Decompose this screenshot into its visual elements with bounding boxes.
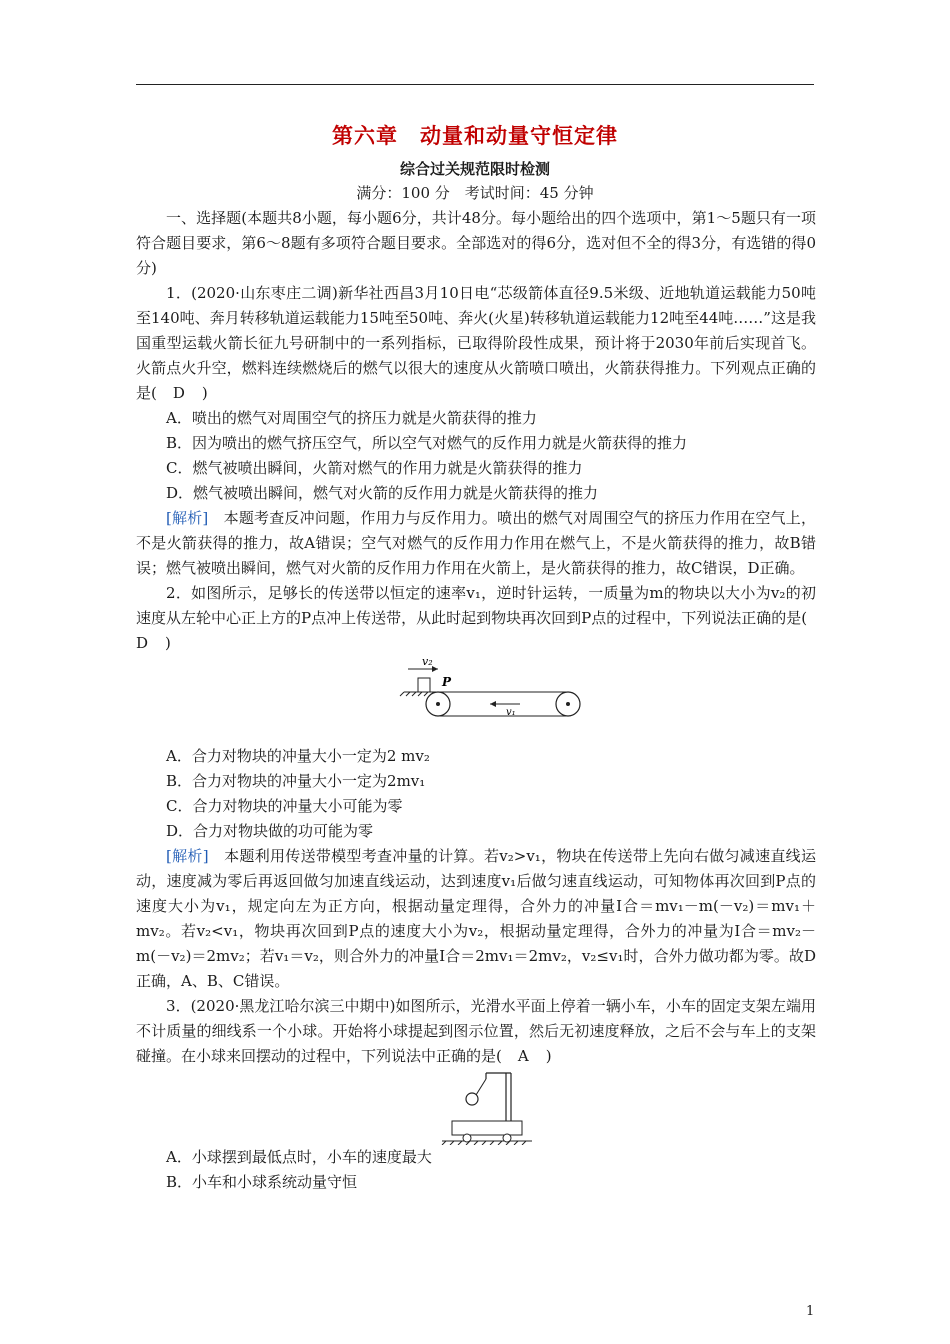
question-2-analysis: [解析] 本题利用传送带模型考查冲量的计算。若v₂>v₁，物块在传送带上先向右做匀减速直线运动，速度减为零后再返回做匀加速直线运动，达到速度v₁后做匀速直线运动，可知物体再次回到P点的速度大小为v₁，规定向左为正方向，根据动量定理得，合外力的冲量I合＝mv₁－m(－v₂)＝mv₁＋mv₂。若v₂<v₁，物块再次回到P点的速度大小为v₂，根据动量定理得，合外力的冲量为I合＝mv₂－m(－v₂)＝2mv₂；若v₁＝v₂，则合外力的冲量I合＝2mv₁＝2mv₂，v₂≤v₁时，合外力做功都为零。故D正确，A、B、C错误。 bbox=[136, 847, 816, 990]
analysis-tag: [解析] bbox=[166, 509, 209, 527]
q2-option-a: A．合力对物块的冲量大小一定为2 mv₂ bbox=[166, 747, 430, 765]
q1-option-d: D．燃气被喷出瞬间，燃气对火箭的反作用力就是火箭获得的推力 bbox=[166, 484, 599, 502]
q2-option-c: C．合力对物块的冲量大小可能为零 bbox=[166, 797, 403, 815]
v1-label: v₁ bbox=[506, 707, 516, 718]
cart-body bbox=[452, 1121, 522, 1135]
conveyor-belt-figure bbox=[136, 656, 816, 744]
q1-option-b: B．因为喷出的燃气挤压空气，所以空气对燃气的反作用力就是火箭获得的推力 bbox=[166, 434, 688, 452]
question-3-stem: 3．(2020·黑龙江哈尔滨三中期中)如图所示，光滑水平面上停着一辆小车，小车的固定支架左端用不计质量的细线系一个小球。开始将小球提起到图示位置，然后无初速度释放，之后不会与车上的支架碰撞。在小球来回摆动的过程中，下列说法中正确的是( A ) bbox=[136, 997, 816, 1065]
question-1-stem: 1．(2020·山东枣庄二调)新华社西昌3月10日电“芯级箭体直径9.5米级、近地轨道运载能力50吨至140吨、奔月转移轨道运载能力15吨至50吨、奔火(火星)转移轨道运载能力12吨至44吨……”这是我国重型运载火箭长征九号研制中的一系列指标，已取得阶段性成果，预计将于2030年前后实现首飞。火箭点火升空，燃料连续燃烧后的燃气以很大的速度从火箭喷口喷出，火箭获得推力。下列观点正确的是( D ) bbox=[136, 284, 816, 402]
question-2-answer: D bbox=[136, 609, 824, 652]
q1-option-c: C．燃气被喷出瞬间，火箭对燃气的作用力就是火箭获得的推力 bbox=[166, 459, 583, 477]
header-rule bbox=[136, 84, 814, 85]
q3-option-a: A．小球摆到最低点时，小车的速度最大 bbox=[166, 1148, 432, 1166]
page-number: 1 bbox=[806, 1304, 815, 1319]
point-p-label: P bbox=[442, 675, 452, 689]
cart-wheel bbox=[463, 1134, 471, 1142]
chapter-title: 第六章 动量和动量守恒定律 bbox=[332, 124, 618, 148]
q2-option-d: D．合力对物块做的功可能为零 bbox=[166, 822, 374, 840]
cart-pendulum-figure bbox=[136, 1069, 816, 1145]
document-body bbox=[136, 206, 824, 1195]
question-3-answer: A bbox=[501, 1047, 546, 1065]
exam-meta: 满分：100 分 考试时间：45 分钟 bbox=[356, 184, 594, 202]
analysis-tag: [解析] bbox=[166, 847, 209, 865]
cart-wheel bbox=[503, 1134, 511, 1142]
subtitle: 综合过关规范限时检测 bbox=[399, 160, 550, 178]
q2-option-b: B．合力对物块的冲量大小一定为2mv₁ bbox=[166, 772, 426, 790]
question-1-answer: D bbox=[156, 384, 202, 402]
q1-option-a: A．喷出的燃气对周围空气的挤压力就是火箭获得的推力 bbox=[166, 409, 537, 427]
question-1-analysis: [解析] 本题考查反冲问题，作用力与反作用力。喷出的燃气对周围空气的挤压力作用在空气上，不是火箭获得的推力，故A错误；空气对燃气的反作用力作用在燃气上，不是火箭获得的推力，故B错误；燃气被喷出瞬间，燃气对火箭的反作用力作用在火箭上，是火箭获得的推力，故C错误，D正确。 bbox=[136, 509, 816, 577]
v2-label: v₂ bbox=[422, 656, 433, 668]
section-intro: 一、选择题(本题共8小题，每小题6分，共计48分。每小题给出的四个选项中，第1～5题只有一项符合题目要求，第6～8题有多项符合题目要求。全部选对的得6分，选对但不全的得3分，有选错的得0分) bbox=[136, 209, 816, 277]
pendulum-ball bbox=[466, 1093, 478, 1105]
question-2-stem: 2．如图所示，足够长的传送带以恒定的速率v₁，逆时针运转，一质量为m的物块以大小为v₂的初速度从左轮中心正上方的P点冲上传送带，从此时起到物块再次回到P点的过程中，下列说法正确的是( D ) bbox=[136, 584, 824, 652]
q3-option-b: B．小车和小球系统动量守恒 bbox=[166, 1173, 358, 1191]
